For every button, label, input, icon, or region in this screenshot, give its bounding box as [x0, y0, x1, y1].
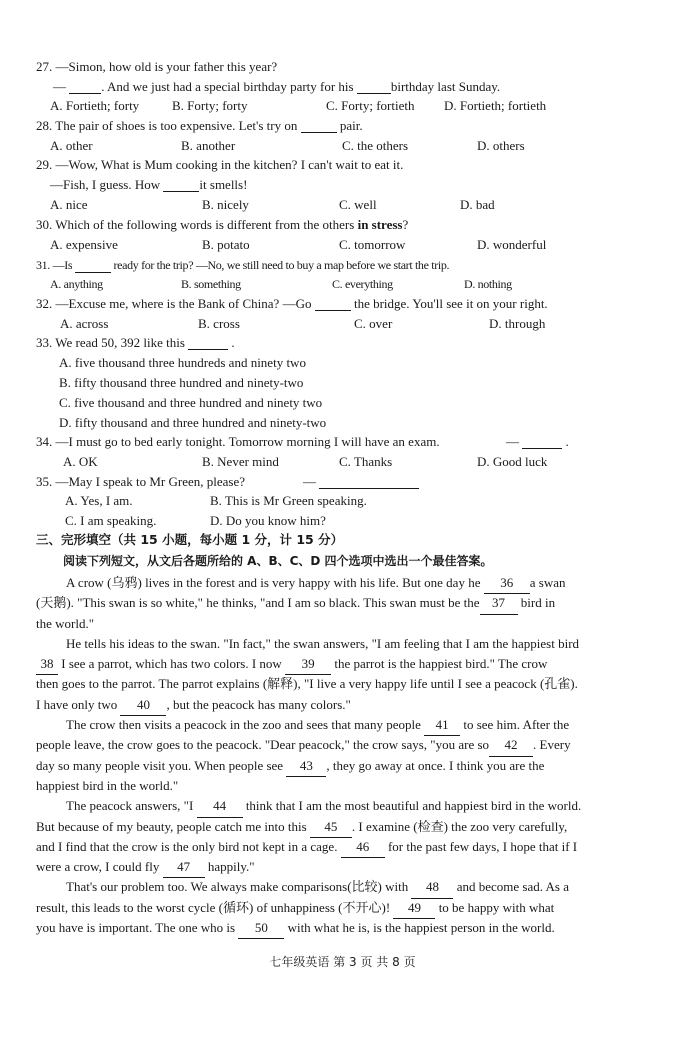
- question-28-stem: [36, 116, 648, 136]
- blank-42[interactable]: 42: [489, 735, 533, 756]
- text: The peacock answers, "I: [66, 798, 197, 814]
- q34-option-a[interactable]: A. OK: [63, 454, 98, 469]
- text: I have only two: [36, 696, 121, 712]
- text: day so many people visit you. When people see: [36, 757, 287, 773]
- question-30-options: [36, 235, 648, 255]
- text: bird in: [517, 595, 556, 611]
- q30-stem-bold: in stress: [357, 217, 403, 232]
- q34-end: .: [562, 434, 569, 449]
- q35-dash: —: [303, 474, 320, 489]
- q31-option-c[interactable]: C. everything: [332, 277, 393, 291]
- blank-43[interactable]: 43: [286, 756, 326, 777]
- question-34-options: [36, 452, 648, 472]
- q28-option-a[interactable]: A. other: [50, 138, 93, 153]
- passage-line: [36, 715, 641, 735]
- question-35-options-row2: [60, 511, 672, 531]
- q33-option-a[interactable]: A. five thousand three hundreds and ninety two: [59, 355, 306, 370]
- q28-option-c[interactable]: C. the others: [342, 138, 409, 153]
- q29-option-b[interactable]: B. nicely: [202, 197, 249, 212]
- q28-stem-b: pair.: [336, 118, 363, 133]
- q34-reply: [506, 432, 569, 452]
- question-27-line2: [53, 77, 665, 97]
- text: I see a parrot, which has two colors. I now: [58, 656, 286, 672]
- passage-line: [36, 857, 641, 877]
- passage-line: [36, 817, 641, 837]
- question-28-options: [36, 136, 648, 156]
- q31-stem-a: 31. —Is: [36, 258, 75, 272]
- q30-stem-b: ?: [402, 217, 409, 232]
- q31-option-d[interactable]: D. nothing: [464, 277, 512, 291]
- blank-50[interactable]: 50: [238, 918, 284, 939]
- question-34-stem: [36, 432, 648, 452]
- q33-option-b[interactable]: B. fifty thousand three hundred and ninety-two: [59, 375, 304, 390]
- q33-option-d[interactable]: D. fifty thousand and three hundred and ninety-two: [59, 415, 327, 430]
- q32-blank[interactable]: [315, 297, 351, 311]
- q29-option-a[interactable]: A. nice: [50, 197, 88, 212]
- text: to see him. After the: [460, 717, 570, 733]
- question-27-stem: 27. —Simon, how old is your father this year?: [36, 59, 278, 74]
- q35-option-b[interactable]: B. This is Mr Green speaking.: [210, 493, 367, 508]
- page-footer: 七年级英语 第 3 页 共 8 页: [269, 955, 416, 969]
- passage-line: [36, 837, 641, 857]
- text: , they go away at once. I think you are the: [326, 757, 545, 773]
- q27-option-b[interactable]: B. Forty; forty: [172, 98, 248, 113]
- text: people leave, the crow goes to the peacock. "Dear peacock," the crow says, "you are so: [36, 737, 490, 753]
- q32-stem-a: 32. —Excuse me, where is the Bank of China? —Go: [36, 296, 315, 311]
- q34-option-b[interactable]: B. Never mind: [202, 454, 279, 469]
- text: the parrot is the happiest bird." The crow: [331, 656, 548, 672]
- q31-option-b[interactable]: B. something: [181, 277, 241, 291]
- q32-option-c[interactable]: C. over: [354, 316, 393, 331]
- q27-option-c[interactable]: C. Forty; fortieth: [326, 98, 415, 113]
- text: , but the peacock has many colors.": [166, 696, 351, 712]
- blank-38[interactable]: 38: [36, 654, 58, 675]
- q29-blank[interactable]: [163, 178, 199, 192]
- passage-line: then goes to the parrot. The parrot explains (解释), "I live a very happy life until I see a peacock (孔雀).: [36, 676, 578, 692]
- blank-44[interactable]: 44: [197, 796, 243, 817]
- q34-dash: —: [506, 434, 523, 449]
- q27-blank-1[interactable]: [69, 80, 101, 94]
- question-27-options: [36, 96, 648, 116]
- blank-41[interactable]: 41: [424, 715, 460, 736]
- q29-option-c[interactable]: C. well: [339, 197, 377, 212]
- passage-line: He tells his ideas to the swan. "In fact," the swan answers, "I am feeling that I am the happiest bird: [66, 635, 580, 651]
- blank-40[interactable]: 40: [120, 695, 166, 716]
- question-31-stem: [36, 255, 648, 275]
- text: and I find that the crow is the only bird not kept in a cage.: [36, 838, 341, 854]
- q35-blank[interactable]: [319, 475, 419, 489]
- q30-option-c[interactable]: C. tomorrow: [339, 237, 406, 252]
- question-29-line2: [50, 175, 662, 195]
- blank-47[interactable]: 47: [163, 857, 205, 878]
- text: to be happy with what: [435, 899, 555, 915]
- q27-end: birthday last Sunday.: [390, 79, 501, 94]
- q34-option-c[interactable]: C. Thanks: [339, 454, 393, 469]
- q35-option-a[interactable]: A. Yes, I am.: [65, 493, 133, 508]
- q32-option-b[interactable]: B. cross: [198, 316, 240, 331]
- text: . I examine (检查) the zoo very carefully,: [351, 818, 568, 834]
- passage-line: [36, 796, 641, 816]
- question-35-options-row1: [60, 491, 672, 511]
- q35-reply: [303, 472, 419, 492]
- q31-stem-b: ready for the trip? —No, we still need to buy a map before we start the trip.: [110, 258, 450, 272]
- question-29-options: [36, 195, 648, 215]
- text: for the past few days, I hope that if I: [384, 838, 578, 854]
- text: That's our problem too. We always make comparisons(比较) with: [66, 879, 412, 895]
- passage-line: [36, 898, 641, 918]
- q32-stem-b: the bridge. You'll see it on your right.: [350, 296, 548, 311]
- question-32-options: [36, 314, 648, 334]
- blank-48[interactable]: 48: [411, 877, 453, 898]
- text: a swan: [529, 575, 566, 590]
- text: . Every: [533, 737, 571, 753]
- blank-37[interactable]: 37: [480, 593, 518, 614]
- q34-blank[interactable]: [522, 435, 562, 449]
- q28-option-d[interactable]: D. others: [477, 138, 525, 153]
- q31-blank[interactable]: [75, 259, 111, 273]
- text: (天鹅). "This swan is so white," he thinks, "and I am so black. This swan must be the: [36, 595, 480, 611]
- text: The crow then visits a peacock in the zoo and sees that many people: [66, 717, 425, 733]
- passage-line: [36, 695, 641, 715]
- q33-stem-a: 33. We read 50, 392 like this: [36, 335, 189, 350]
- blank-36[interactable]: 36: [484, 573, 530, 594]
- passage-line: [36, 593, 641, 613]
- passage-line: [36, 735, 641, 755]
- question-33-stem: [36, 333, 648, 353]
- blank-49[interactable]: 49: [393, 898, 435, 919]
- text: you have is important. The one who is: [36, 920, 239, 936]
- q29-line2-b: it smells!: [199, 177, 248, 192]
- passage-line: [36, 756, 641, 776]
- cloze-passage: [36, 573, 641, 938]
- q30-option-d[interactable]: D. wonderful: [477, 237, 547, 252]
- q28-stem-a: 28. The pair of shoes is too expensive. Let's try on: [36, 118, 301, 133]
- q35-option-c[interactable]: C. I am speaking.: [65, 513, 157, 528]
- q32-option-d[interactable]: D. through: [489, 316, 546, 331]
- passage-line: [36, 877, 641, 897]
- text: happily.": [204, 859, 255, 875]
- q35-option-d[interactable]: D. Do you know him?: [210, 513, 326, 528]
- text: A crow (乌鸦) lives in the forest and is very happy with his life. But one day he: [66, 575, 484, 590]
- passage-line: [36, 654, 641, 674]
- passage-line: [36, 918, 641, 938]
- blank-46[interactable]: 46: [341, 837, 385, 858]
- q27-mid: . And we just had a special birthday party for his: [101, 79, 357, 94]
- q29-option-d[interactable]: D. bad: [460, 197, 495, 212]
- q33-blank[interactable]: [188, 336, 228, 350]
- question-30-stem: [36, 215, 648, 235]
- passage-line: happiest bird in the world.": [36, 777, 179, 793]
- q27-blank-2[interactable]: [357, 80, 391, 94]
- text: were a crow, I could fly: [36, 859, 163, 875]
- passage-line: [36, 573, 641, 593]
- blank-45[interactable]: 45: [310, 817, 352, 838]
- text: result, this leads to the worst cycle (循环) of unhappiness (不开心)!: [36, 899, 394, 915]
- section-3-title: 三、完形填空（共 15 小题，每小题 1 分，计 15 分）: [36, 532, 344, 547]
- question-31-options: [36, 274, 648, 294]
- text: and become sad. As a: [453, 879, 570, 895]
- q34-option-d[interactable]: D. Good luck: [477, 454, 548, 469]
- passage-line: the world.": [36, 615, 95, 631]
- q33-stem-b: .: [228, 335, 235, 350]
- q35-stem-a: 35. —May I speak to Mr Green, please?: [36, 474, 246, 489]
- q29-line2-a: —Fish, I guess. How: [50, 177, 164, 192]
- q30-stem-a: 30. Which of the following words is different from the others: [36, 217, 358, 232]
- question-29-stem: 29. —Wow, What is Mum cooking in the kitchen? I can't wait to eat it.: [36, 157, 404, 172]
- text: with what he is, is the happiest person in the world.: [284, 920, 555, 936]
- q27-dash: —: [53, 79, 70, 94]
- q28-blank[interactable]: [301, 119, 337, 133]
- q27-option-d[interactable]: D. Fortieth; fortieth: [444, 98, 547, 113]
- q30-option-b[interactable]: B. potato: [202, 237, 250, 252]
- q27-option-a[interactable]: A. Fortieth; forty: [50, 98, 140, 113]
- q34-stem-a: 34. —I must go to bed early tonight. Tomorrow morning I will have an exam.: [36, 434, 440, 449]
- q32-option-a[interactable]: A. across: [60, 316, 109, 331]
- q31-option-a[interactable]: A. anything: [50, 277, 103, 291]
- text: think that I am the most beautiful and happiest bird in the world.: [242, 798, 582, 814]
- question-35-stem: [36, 472, 648, 492]
- text: But because of my beauty, people catch me into this: [36, 818, 310, 834]
- q30-option-a[interactable]: A. expensive: [50, 237, 118, 252]
- section-3-instruction: 阅读下列短文，从文后各题所给的 A、B、C、D 四个选项中选出一个最佳答案。: [63, 554, 493, 568]
- question-32-stem: [36, 294, 648, 314]
- blank-39[interactable]: 39: [285, 654, 331, 675]
- q33-option-c[interactable]: C. five thousand and three hundred and ninety two: [59, 395, 323, 410]
- q28-option-b[interactable]: B. another: [181, 138, 236, 153]
